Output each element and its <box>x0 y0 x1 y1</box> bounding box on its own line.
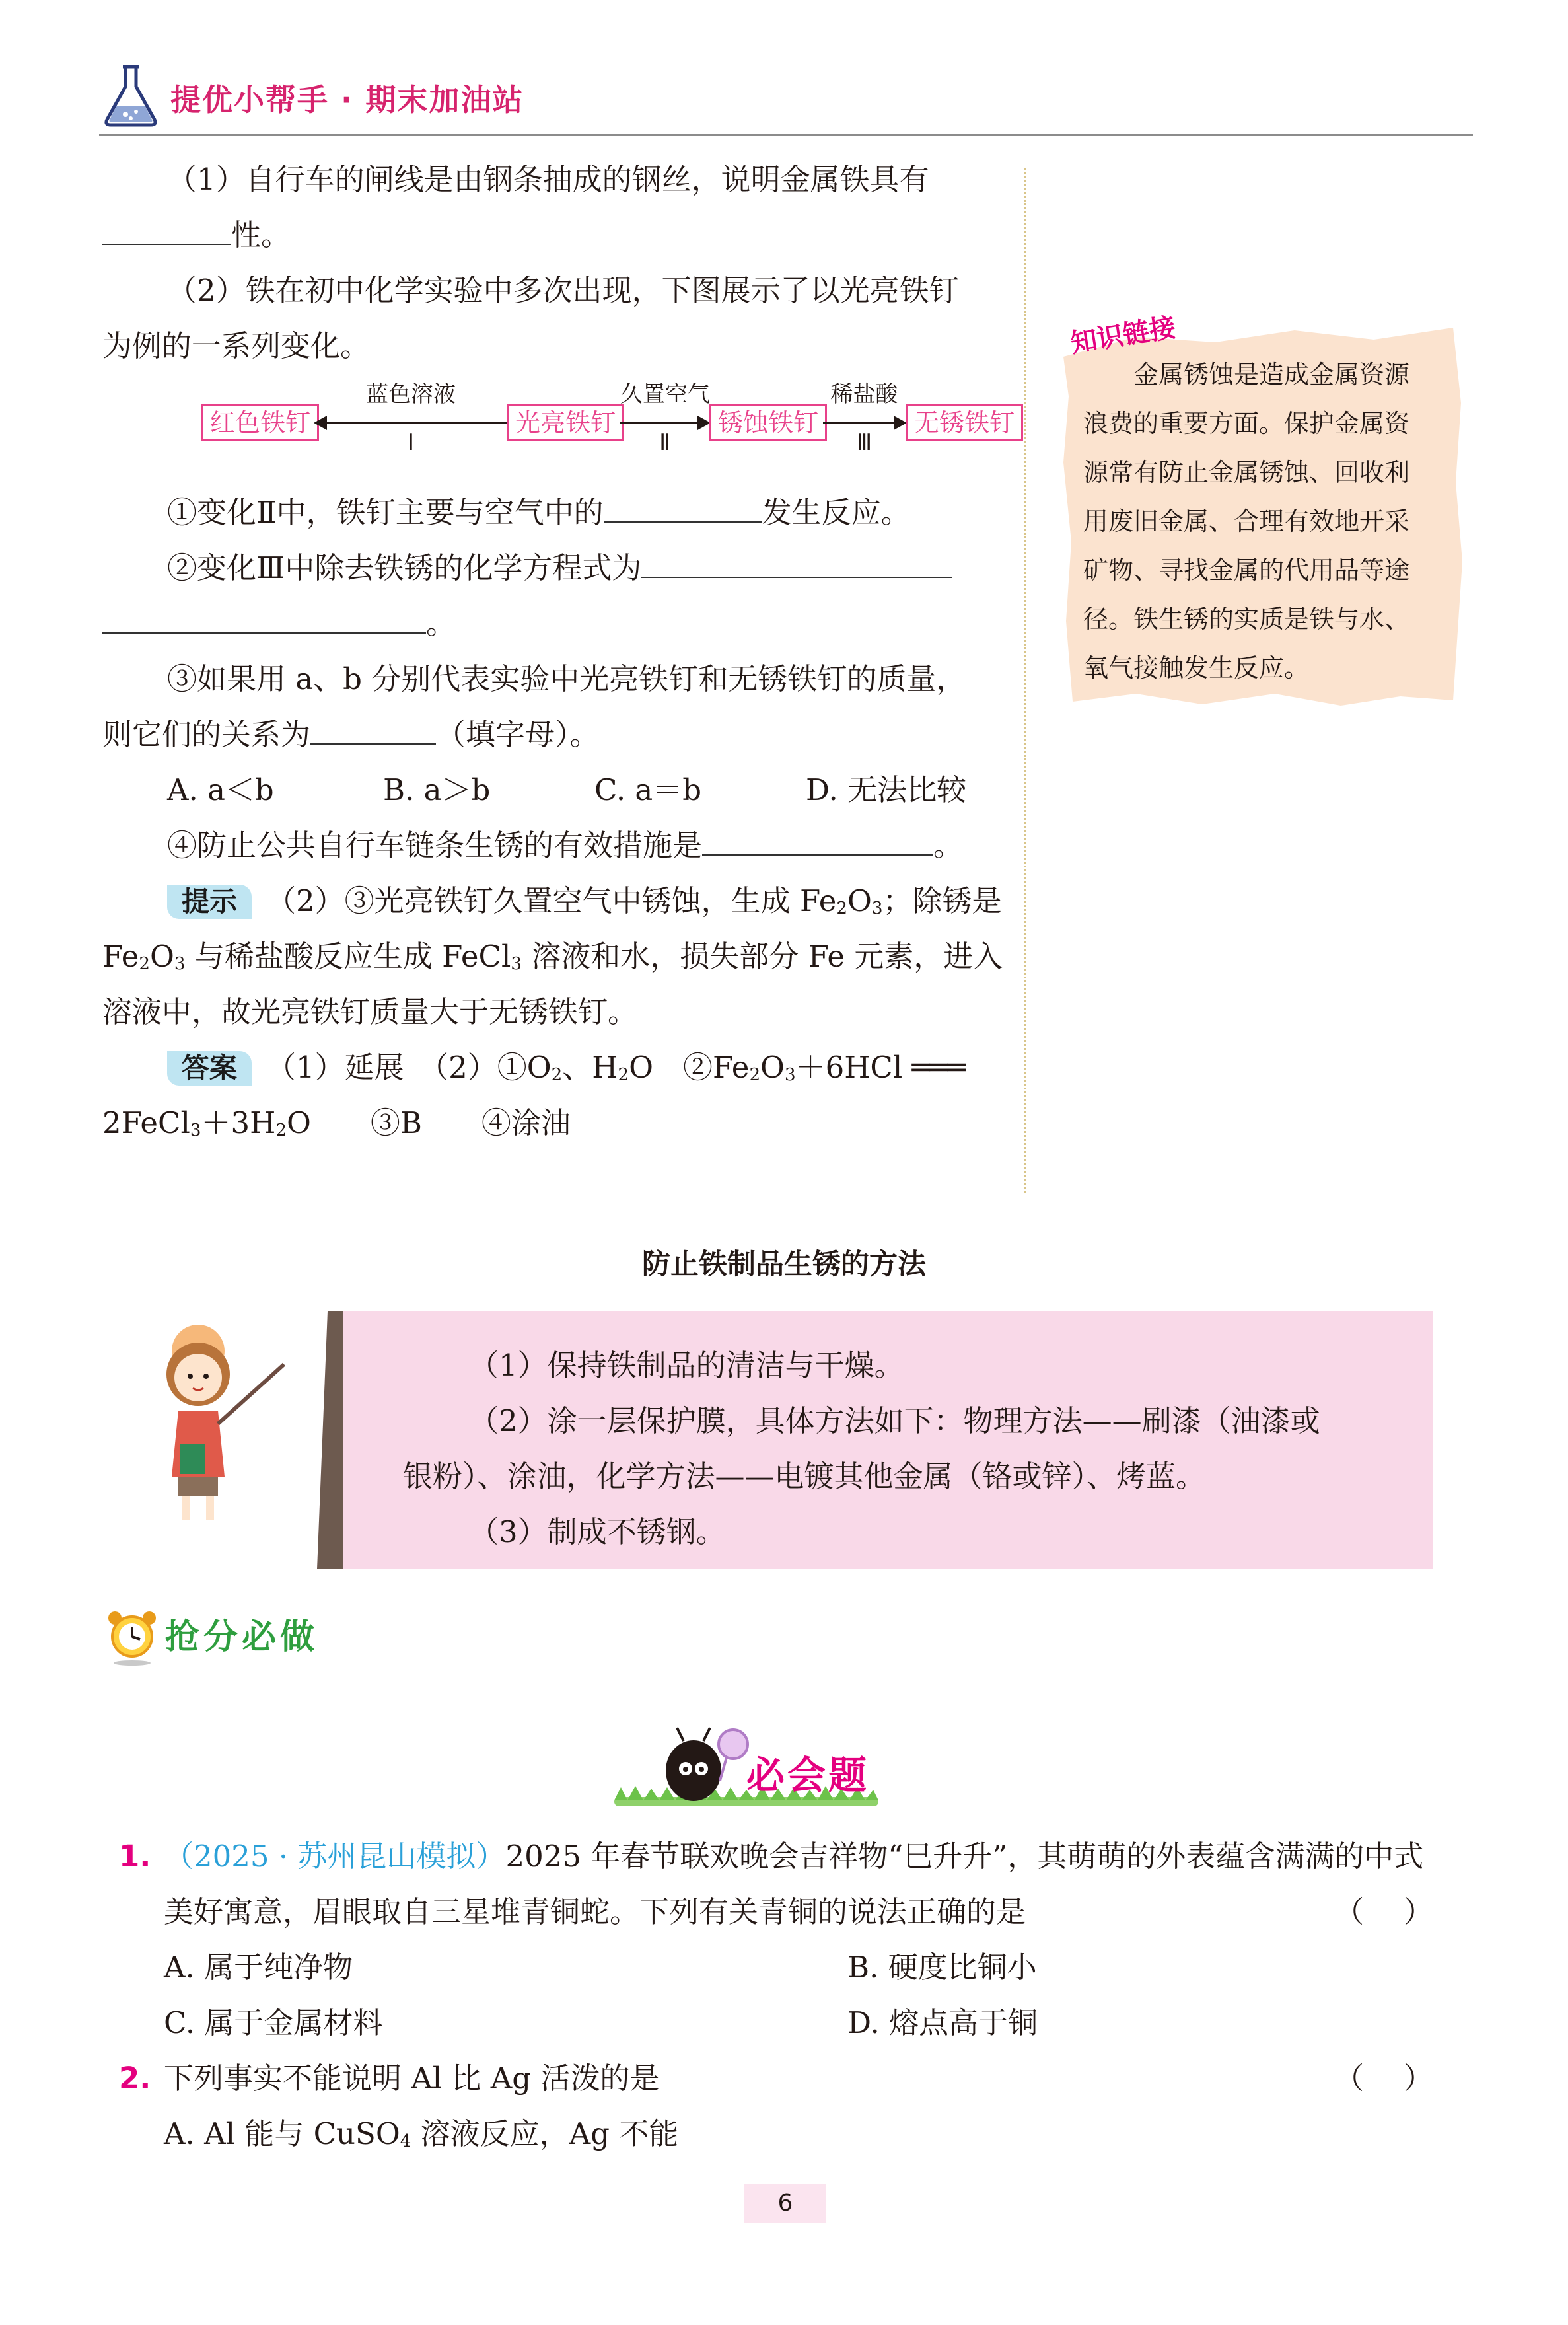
sidebar-title: 知识链接 <box>1068 312 1178 359</box>
question-source: （2025 · 苏州昆山模拟） <box>164 1839 506 1874</box>
answer-line-2 <box>102 1095 1014 1151</box>
sub-q3 <box>102 651 1014 707</box>
sidebar-line: 源常有防止金属锈蚀、回收利 <box>1083 458 1410 487</box>
answer-text: ＋6HCl ═══ <box>795 1050 966 1085</box>
question-list <box>99 1829 1473 2162</box>
answer-text: 2FeCl <box>102 1105 190 1140</box>
option-a-text: A. Al 能与 CuSO <box>164 2116 400 2151</box>
option-c: C. a＝b <box>594 772 702 807</box>
flow-box-red-nail: 红色铁钉 <box>201 404 319 441</box>
answer-blank <box>641 552 952 578</box>
question-2 <box>99 2051 1473 2106</box>
question-1-cont <box>99 1884 1473 1940</box>
option-a-text: 溶液反应，Ag 不能 <box>411 2116 679 2151</box>
option-c: C. 属于金属材料 <box>164 2005 383 2040</box>
answer-text: ＋3H <box>201 1105 276 1140</box>
question-column <box>102 152 1014 1151</box>
page-number: 6 <box>744 2184 826 2223</box>
sub-q2-tail: 。 <box>426 606 456 641</box>
option-b: B. 硬度比铜小 <box>847 1950 1037 1985</box>
question-number: 1. <box>119 1839 151 1874</box>
q-part2-cont <box>102 318 1014 374</box>
question-text <box>164 1829 1423 1884</box>
subscript: 3 <box>784 1064 796 1085</box>
flow-arrow-2-roman: Ⅱ <box>659 429 670 456</box>
hint-line-2 <box>102 929 1014 984</box>
method-2-cont: 银粉）、涂油，化学方法——电镀其他金属（铬或锌）、烤蓝。 <box>403 1459 1206 1494</box>
answer-text: 、H <box>562 1050 618 1085</box>
answer-text: O <box>760 1050 785 1085</box>
question-2-options-row1 <box>99 2106 1473 2162</box>
hint-text: O <box>847 883 872 918</box>
reaction-flow-diagram <box>102 378 1014 477</box>
answer-blank <box>102 219 231 245</box>
flow-arrow-1-label: 蓝色溶液 <box>366 381 456 408</box>
sidebar-line: 矿物、寻找金属的代用品等途 <box>1083 556 1410 585</box>
teacher-illustration <box>132 1311 330 1530</box>
flow-arrow-2-label: 久置空气 <box>620 381 710 408</box>
option-d: D. 熔点高于铜 <box>847 2005 1038 2040</box>
subscript: 3 <box>174 953 186 974</box>
sub-q4-text: ④防止公共自行车链条生锈的有效措施是 <box>167 828 703 863</box>
hint-text: （2）③光亮铁钉久置空气中锈蚀，生成 Fe <box>266 883 837 918</box>
section-title-score: 抢分必做 <box>165 1617 319 1657</box>
alarm-clock-icon <box>99 1602 165 1668</box>
hint-tag: 提示 <box>167 885 252 919</box>
answer-text: （1）延展 （2）①O <box>266 1050 552 1085</box>
subscript: 2 <box>749 1064 761 1085</box>
subscript: 3 <box>511 953 522 974</box>
q-part1-cont <box>102 207 1014 263</box>
question-text: 下列事实不能说明 Al 比 Ag 活泼的是 <box>164 2061 660 2096</box>
sub-q2 <box>102 540 1014 596</box>
hint-text: 与稀盐酸反应生成 FeCl <box>185 939 511 974</box>
q-part2 <box>102 263 1014 318</box>
hint-text: ；除锈是 <box>882 883 1002 918</box>
answer-blank <box>310 718 436 745</box>
subscript: 2 <box>275 1120 287 1140</box>
question-1-options-row2 <box>99 1995 1473 2051</box>
subscript: 3 <box>871 898 883 918</box>
flow-arrow-2 <box>620 378 709 477</box>
page-header <box>99 63 1473 139</box>
answer-text: O ②Fe <box>629 1050 750 1085</box>
option-d: D. 无法比较 <box>806 772 967 807</box>
q-part1 <box>102 152 1014 207</box>
sub-q1 <box>102 485 1014 540</box>
flow-arrow-3-label: 稀盐酸 <box>830 381 898 408</box>
sub-q1-text: ①变化Ⅱ中，铁钉主要与空气中的 <box>167 495 604 530</box>
subscript: 2 <box>139 953 151 974</box>
sub-q3-cont <box>102 707 1014 762</box>
sub-q2-cont <box>102 596 1014 651</box>
answer-parentheses: （） <box>1334 2061 1473 2096</box>
arrow-line <box>620 422 709 424</box>
subscript: 3 <box>190 1120 201 1140</box>
sub-q4 <box>102 818 1014 873</box>
section-title-must-do: 必会题 <box>746 1753 870 1798</box>
sub-q4-tail: 。 <box>933 828 964 863</box>
question-number: 2. <box>119 2061 151 2096</box>
sidebar-line: 浪费的重要方面。保护金属资 <box>1083 409 1410 438</box>
hint-text: O <box>150 939 174 974</box>
sidebar-line: 用废旧金属、合理有效地开采 <box>1083 507 1410 536</box>
option-b: B. a＞b <box>383 772 491 807</box>
sub-q2-text: ②变化Ⅲ中除去铁锈的化学方程式为 <box>167 550 642 585</box>
subscript: 4 <box>400 2131 411 2151</box>
sidebar-line: 径。铁生锈的实质是铁与水、 <box>1083 605 1410 634</box>
flow-arrow-3 <box>823 378 906 477</box>
question-1 <box>99 1829 1473 1884</box>
flow-arrow-3-roman: Ⅲ <box>856 429 873 456</box>
method-1: （1）保持铁制品的清洁与干燥。 <box>469 1348 904 1383</box>
sub-q1-tail: 发生反应。 <box>762 495 911 530</box>
flow-box-rusted-nail: 锈蚀铁钉 <box>709 404 827 441</box>
flow-arrow-1-roman: Ⅰ <box>407 429 415 456</box>
header-title: 提优小帮手 · 期末加油站 <box>170 82 524 118</box>
flask-icon <box>99 63 162 129</box>
q-part1-tail: 性。 <box>231 217 291 252</box>
flow-box-rustfree-nail: 无锈铁钉 <box>906 404 1023 441</box>
q-part2-text-cont: 为例的一系列变化。 <box>102 328 371 363</box>
hint-text: 溶液和水，损失部分 Fe 元素，进入 <box>521 939 1003 974</box>
flow-arrow-1 <box>315 378 507 477</box>
arrow-line <box>315 422 507 424</box>
option-a <box>164 2106 678 2162</box>
flow-box-bright-nail: 光亮铁钉 <box>507 404 624 441</box>
option-a: A. 属于纯净物 <box>164 1950 353 1985</box>
header-divider <box>99 134 1473 136</box>
answer-blank <box>102 607 426 634</box>
sidebar-body <box>1083 350 1453 692</box>
subscript: 2 <box>551 1064 563 1085</box>
sub-q3-text: ③如果用 a、b 分别代表实验中光亮铁钉和无锈铁钉的质量， <box>167 661 966 696</box>
sub-q3-text-cont: 则它们的关系为 <box>102 717 311 752</box>
sub-q3-options <box>102 762 1014 818</box>
methods-title: 防止铁制品生锈的方法 <box>642 1248 926 1281</box>
hint-line-3 <box>102 984 1014 1040</box>
answer-blank <box>702 829 933 856</box>
sidebar-line: 金属锈蚀是造成金属资源 <box>1083 360 1410 389</box>
question-text-b: 美好寓意，眉眼取自三星堆青铜蛇。下列有关青铜的说法正确的是 <box>164 1894 1026 1929</box>
sub-q3-tail: （填字母）。 <box>436 717 600 752</box>
answer-text: O ③B ④涂油 <box>286 1105 571 1140</box>
answer-line-1 <box>102 1040 1014 1095</box>
question-text-a: 2025 年春节联欢晚会吉祥物“巳升升”，其萌萌的外表蕴含满满的中式 <box>505 1839 1424 1874</box>
option-a: A. a＜b <box>167 772 274 807</box>
arrow-line <box>823 422 906 424</box>
sidebar-line: 氧气接触发生反应。 <box>1083 653 1310 683</box>
question-1-options-row1 <box>99 1940 1473 1995</box>
knowledge-link-sidebar <box>1057 311 1466 714</box>
column-divider <box>1024 168 1026 1193</box>
hint-text: Fe <box>102 939 139 974</box>
q-part1-text: （1）自行车的闸线是由钢条抽成的钢丝，说明金属铁具有 <box>167 162 929 197</box>
method-3: （3）制成不锈钢。 <box>469 1514 726 1549</box>
method-2: （2）涂一层保护膜，具体方法如下：物理方法——刷漆（油漆或 <box>469 1403 1320 1438</box>
q-part2-text: （2）铁在初中化学实验中多次出现，下图展示了以光亮铁钉 <box>167 273 959 308</box>
answer-blank <box>604 496 762 523</box>
answer-parentheses: （） <box>1334 1894 1473 1929</box>
methods-body <box>403 1338 1420 1560</box>
answer-tag: 答案 <box>167 1051 252 1086</box>
hint-text: 溶液中，故光亮铁钉质量大于无锈铁钉。 <box>102 994 638 1029</box>
subscript: 2 <box>836 898 847 918</box>
hint-line-1 <box>102 873 1014 929</box>
subscript: 2 <box>618 1064 629 1085</box>
